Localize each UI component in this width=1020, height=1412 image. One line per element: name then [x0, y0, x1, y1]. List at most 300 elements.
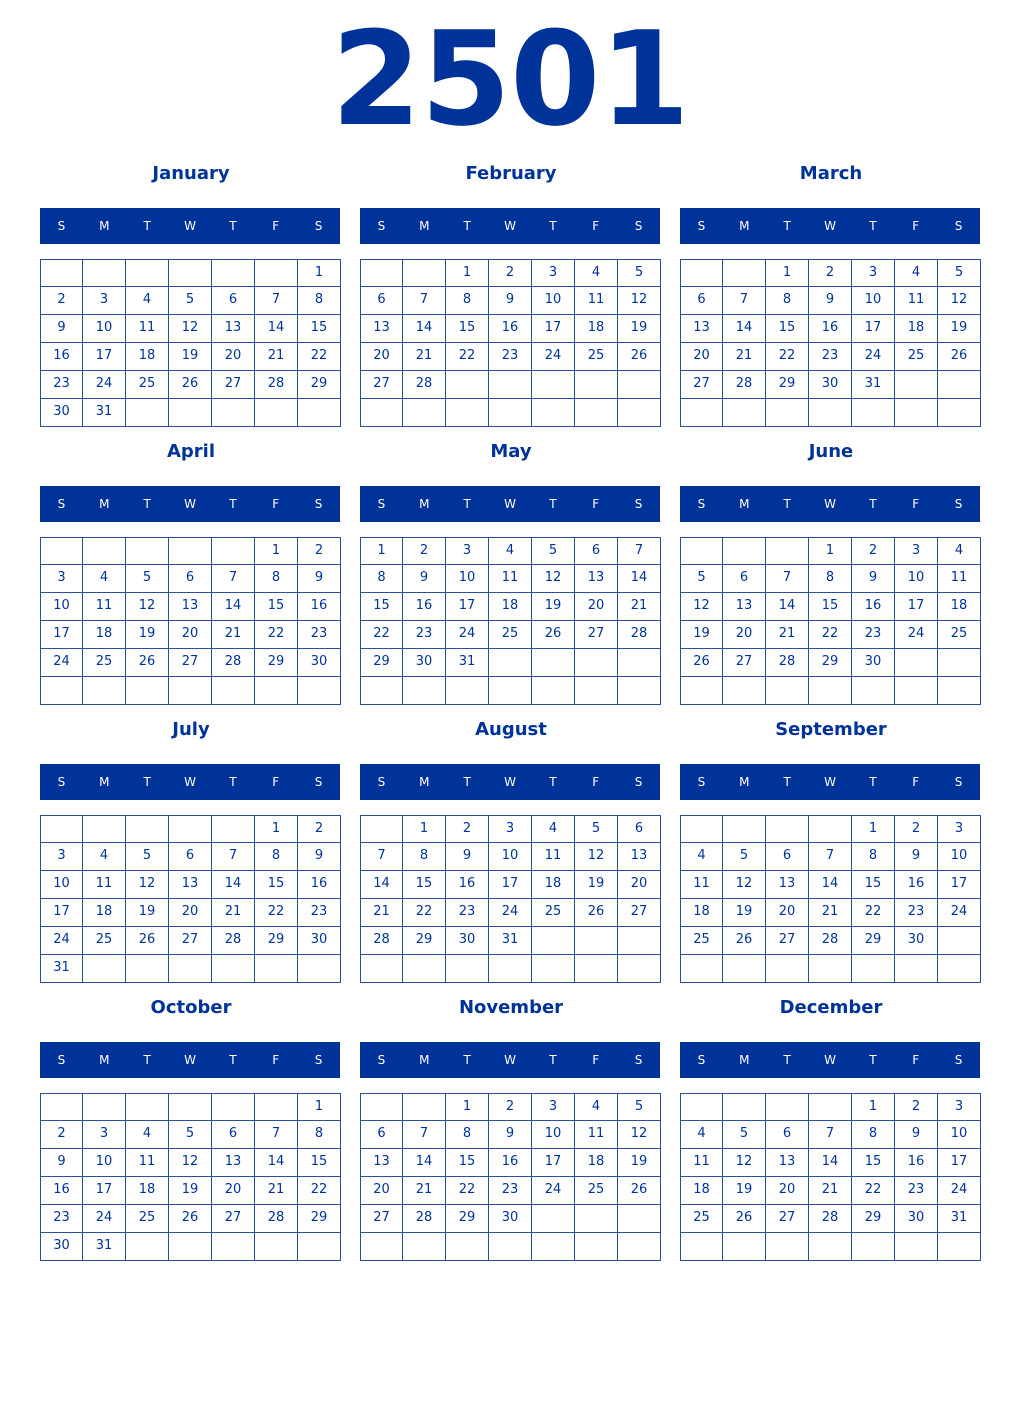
empty-day-cell: [83, 537, 126, 565]
day-cell: 11: [575, 1121, 618, 1149]
month-name: December: [779, 997, 883, 1018]
day-cell: 8: [852, 1121, 895, 1149]
day-cell: 29: [255, 927, 298, 955]
day-cell: 14: [723, 315, 766, 343]
day-cell: 28: [809, 927, 852, 955]
empty-day-cell: [575, 399, 618, 427]
weekday-label: S: [377, 219, 386, 233]
empty-day-cell: [446, 677, 489, 705]
day-cell: 16: [489, 315, 532, 343]
empty-day-cell: [255, 1233, 298, 1261]
day-cell: 4: [489, 537, 532, 565]
day-cell: 25: [126, 371, 169, 399]
weekday-label: S: [57, 1053, 66, 1067]
day-cell: 19: [938, 315, 981, 343]
day-cell: 7: [618, 537, 661, 565]
empty-day-cell: [895, 399, 938, 427]
day-cell: 21: [618, 593, 661, 621]
day-cell: 12: [575, 843, 618, 871]
day-cell: 19: [723, 899, 766, 927]
day-cell: 21: [212, 899, 255, 927]
day-cell: 30: [40, 1233, 83, 1261]
day-cell: 30: [298, 927, 341, 955]
day-cell: 26: [126, 927, 169, 955]
day-cell: 7: [809, 1121, 852, 1149]
day-cell: 20: [618, 871, 661, 899]
weekday-label: S: [314, 497, 323, 511]
month-name: September: [775, 719, 887, 740]
weekday-label: T: [463, 497, 471, 511]
weekday-label: M: [99, 1053, 110, 1067]
day-grid: [360, 815, 661, 984]
weekday-label: M: [419, 497, 430, 511]
empty-day-cell: [809, 399, 852, 427]
empty-day-cell: [938, 371, 981, 399]
empty-day-cell: [169, 677, 212, 705]
empty-day-cell: [126, 537, 169, 565]
day-cell: 7: [360, 843, 403, 871]
day-cell: 8: [809, 565, 852, 593]
day-cell: 20: [169, 899, 212, 927]
weekday-label: T: [143, 1053, 151, 1067]
day-grid: [680, 815, 981, 984]
day-cell: 3: [83, 287, 126, 315]
day-cell: 1: [446, 1093, 489, 1121]
day-cell: 1: [446, 259, 489, 287]
day-cell: 28: [360, 927, 403, 955]
empty-day-cell: [169, 399, 212, 427]
empty-day-cell: [40, 1093, 83, 1121]
day-cell: 25: [575, 343, 618, 371]
weekday-label: W: [504, 1053, 516, 1067]
weekday-label: F: [272, 497, 280, 511]
day-cell: 25: [83, 927, 126, 955]
weekday-label: S: [954, 497, 963, 511]
empty-day-cell: [83, 955, 126, 983]
weekday-label: T: [783, 775, 791, 789]
day-cell: 2: [895, 1093, 938, 1121]
weekday-label: T: [463, 775, 471, 789]
day-cell: 24: [532, 343, 575, 371]
day-cell: 28: [403, 1205, 446, 1233]
day-cell: 6: [575, 537, 618, 565]
day-cell: 17: [83, 343, 126, 371]
day-cell: 30: [895, 927, 938, 955]
day-cell: 9: [895, 843, 938, 871]
empty-day-cell: [169, 955, 212, 983]
day-cell: 8: [360, 565, 403, 593]
day-cell: 8: [446, 1121, 489, 1149]
empty-day-cell: [852, 1233, 895, 1261]
day-cell: 22: [852, 899, 895, 927]
day-cell: 18: [532, 871, 575, 899]
day-cell: 12: [126, 871, 169, 899]
weekday-label: F: [272, 1053, 280, 1067]
day-cell: 20: [360, 343, 403, 371]
day-cell: 30: [298, 649, 341, 677]
weekday-label: T: [869, 497, 877, 511]
day-cell: 29: [766, 371, 809, 399]
day-cell: 21: [809, 899, 852, 927]
empty-day-cell: [126, 399, 169, 427]
weekday-label: M: [739, 1053, 750, 1067]
day-cell: 26: [723, 927, 766, 955]
day-cell: 23: [489, 1177, 532, 1205]
day-cell: 19: [532, 593, 575, 621]
day-cell: 31: [852, 371, 895, 399]
day-cell: 10: [938, 1121, 981, 1149]
day-cell: 18: [938, 593, 981, 621]
day-cell: 4: [126, 287, 169, 315]
day-cell: 23: [403, 621, 446, 649]
day-cell: 28: [212, 649, 255, 677]
empty-day-cell: [212, 399, 255, 427]
empty-day-cell: [575, 955, 618, 983]
day-cell: 11: [126, 1149, 169, 1177]
day-cell: 27: [212, 1205, 255, 1233]
day-cell: 26: [938, 343, 981, 371]
empty-day-cell: [40, 677, 83, 705]
day-grid: [40, 815, 341, 984]
day-cell: 15: [852, 871, 895, 899]
day-cell: 10: [83, 315, 126, 343]
weekday-label: S: [57, 219, 66, 233]
day-cell: 18: [680, 899, 723, 927]
weekday-label: T: [463, 1053, 471, 1067]
empty-day-cell: [895, 1233, 938, 1261]
day-cell: 19: [723, 1177, 766, 1205]
day-grid: [360, 537, 661, 706]
empty-day-cell: [169, 1093, 212, 1121]
day-cell: 4: [83, 843, 126, 871]
day-cell: 30: [852, 649, 895, 677]
day-cell: 10: [40, 593, 83, 621]
empty-day-cell: [532, 927, 575, 955]
month-name: August: [475, 719, 547, 740]
day-cell: 16: [403, 593, 446, 621]
day-cell: 4: [83, 565, 126, 593]
weekday-label: S: [377, 497, 386, 511]
empty-day-cell: [403, 399, 446, 427]
day-cell: 4: [532, 815, 575, 843]
weekday-label: W: [824, 219, 836, 233]
day-cell: 23: [895, 1177, 938, 1205]
weekday-label: T: [783, 1053, 791, 1067]
day-cell: 17: [489, 871, 532, 899]
empty-day-cell: [212, 1093, 255, 1121]
day-cell: 9: [446, 843, 489, 871]
day-cell: 11: [938, 565, 981, 593]
month-name: February: [465, 163, 557, 184]
day-cell: 9: [895, 1121, 938, 1149]
day-grid: [680, 1093, 981, 1262]
day-cell: 3: [532, 1093, 575, 1121]
empty-day-cell: [895, 371, 938, 399]
day-cell: 7: [403, 287, 446, 315]
empty-day-cell: [169, 815, 212, 843]
empty-day-cell: [809, 1233, 852, 1261]
weekday-label: W: [504, 775, 516, 789]
day-cell: 25: [895, 343, 938, 371]
day-cell: 27: [618, 899, 661, 927]
empty-day-cell: [895, 677, 938, 705]
day-cell: 9: [40, 315, 83, 343]
weekday-label: S: [954, 219, 963, 233]
day-cell: 28: [809, 1205, 852, 1233]
day-cell: 2: [809, 259, 852, 287]
empty-day-cell: [852, 677, 895, 705]
weekday-label: S: [697, 1053, 706, 1067]
empty-day-cell: [723, 955, 766, 983]
day-cell: 7: [723, 287, 766, 315]
day-cell: 31: [489, 927, 532, 955]
day-cell: 31: [938, 1205, 981, 1233]
day-cell: 6: [680, 287, 723, 315]
empty-day-cell: [680, 955, 723, 983]
day-cell: 24: [40, 649, 83, 677]
day-cell: 2: [298, 537, 341, 565]
day-cell: 15: [255, 871, 298, 899]
day-cell: 11: [489, 565, 532, 593]
day-cell: 2: [489, 1093, 532, 1121]
empty-day-cell: [403, 1093, 446, 1121]
day-cell: 13: [169, 593, 212, 621]
empty-day-cell: [169, 537, 212, 565]
day-cell: 11: [680, 871, 723, 899]
day-cell: 22: [403, 899, 446, 927]
empty-day-cell: [360, 1233, 403, 1261]
day-cell: 19: [575, 871, 618, 899]
day-cell: 21: [403, 343, 446, 371]
empty-day-cell: [255, 677, 298, 705]
weekday-label: F: [272, 219, 280, 233]
day-cell: 10: [532, 287, 575, 315]
empty-day-cell: [403, 955, 446, 983]
weekday-header: [360, 1042, 660, 1078]
day-cell: 18: [895, 315, 938, 343]
day-cell: 8: [766, 287, 809, 315]
day-cell: 25: [938, 621, 981, 649]
day-cell: 5: [938, 259, 981, 287]
day-cell: 23: [298, 621, 341, 649]
day-cell: 14: [360, 871, 403, 899]
empty-day-cell: [169, 1233, 212, 1261]
day-cell: 14: [403, 1149, 446, 1177]
empty-day-cell: [403, 259, 446, 287]
empty-day-cell: [212, 955, 255, 983]
day-cell: 5: [126, 565, 169, 593]
day-cell: 16: [298, 871, 341, 899]
day-cell: 24: [895, 621, 938, 649]
day-cell: 6: [723, 565, 766, 593]
empty-day-cell: [532, 677, 575, 705]
day-cell: 25: [575, 1177, 618, 1205]
weekday-header: [680, 764, 980, 800]
day-cell: 10: [532, 1121, 575, 1149]
weekday-label: W: [824, 775, 836, 789]
day-cell: 15: [298, 1149, 341, 1177]
day-cell: 30: [40, 399, 83, 427]
day-cell: 27: [169, 927, 212, 955]
empty-day-cell: [766, 1233, 809, 1261]
day-cell: 5: [618, 1093, 661, 1121]
day-grid: [360, 259, 661, 428]
empty-day-cell: [255, 955, 298, 983]
empty-day-cell: [532, 1205, 575, 1233]
day-cell: 9: [489, 1121, 532, 1149]
month-name: May: [490, 441, 532, 462]
day-cell: 21: [360, 899, 403, 927]
day-cell: 2: [895, 815, 938, 843]
day-cell: 24: [532, 1177, 575, 1205]
day-cell: 10: [40, 871, 83, 899]
day-cell: 12: [723, 1149, 766, 1177]
day-cell: 24: [852, 343, 895, 371]
day-grid: [40, 537, 341, 706]
day-cell: 17: [938, 871, 981, 899]
day-cell: 22: [298, 343, 341, 371]
weekday-label: W: [824, 497, 836, 511]
day-cell: 9: [809, 287, 852, 315]
empty-day-cell: [852, 955, 895, 983]
weekday-label: T: [143, 219, 151, 233]
month-name: June: [808, 441, 854, 462]
day-cell: 29: [446, 1205, 489, 1233]
day-cell: 28: [766, 649, 809, 677]
day-cell: 6: [169, 565, 212, 593]
empty-day-cell: [575, 1233, 618, 1261]
day-cell: 7: [403, 1121, 446, 1149]
day-cell: 25: [126, 1205, 169, 1233]
day-cell: 6: [360, 287, 403, 315]
day-cell: 12: [169, 315, 212, 343]
empty-day-cell: [40, 537, 83, 565]
weekday-label: S: [634, 219, 643, 233]
day-cell: 20: [360, 1177, 403, 1205]
day-cell: 3: [938, 815, 981, 843]
day-cell: 24: [83, 1205, 126, 1233]
day-cell: 31: [83, 1233, 126, 1261]
weekday-label: M: [739, 775, 750, 789]
day-cell: 15: [766, 315, 809, 343]
day-cell: 25: [489, 621, 532, 649]
day-cell: 3: [40, 565, 83, 593]
empty-day-cell: [298, 399, 341, 427]
empty-day-cell: [212, 815, 255, 843]
weekday-label: W: [504, 497, 516, 511]
day-cell: 21: [212, 621, 255, 649]
day-cell: 2: [40, 287, 83, 315]
day-cell: 28: [255, 371, 298, 399]
weekday-label: W: [504, 219, 516, 233]
day-cell: 27: [575, 621, 618, 649]
weekday-label: S: [697, 775, 706, 789]
day-cell: 16: [489, 1149, 532, 1177]
weekday-label: F: [912, 775, 920, 789]
empty-day-cell: [360, 815, 403, 843]
empty-day-cell: [360, 399, 403, 427]
day-cell: 11: [680, 1149, 723, 1177]
empty-day-cell: [489, 649, 532, 677]
empty-day-cell: [938, 955, 981, 983]
empty-day-cell: [575, 927, 618, 955]
day-cell: 27: [212, 371, 255, 399]
day-cell: 20: [766, 1177, 809, 1205]
weekday-label: M: [99, 497, 110, 511]
empty-day-cell: [680, 399, 723, 427]
day-cell: 10: [938, 843, 981, 871]
day-cell: 11: [83, 871, 126, 899]
empty-day-cell: [126, 677, 169, 705]
day-cell: 1: [852, 815, 895, 843]
empty-day-cell: [212, 677, 255, 705]
day-cell: 3: [489, 815, 532, 843]
day-cell: 6: [212, 287, 255, 315]
empty-day-cell: [532, 1233, 575, 1261]
day-cell: 18: [489, 593, 532, 621]
empty-day-cell: [680, 537, 723, 565]
empty-day-cell: [212, 259, 255, 287]
month-name: October: [150, 997, 232, 1018]
day-cell: 23: [809, 343, 852, 371]
day-cell: 4: [680, 843, 723, 871]
day-cell: 7: [212, 843, 255, 871]
weekday-label: W: [184, 775, 196, 789]
day-cell: 13: [360, 1149, 403, 1177]
day-cell: 7: [809, 843, 852, 871]
day-cell: 5: [575, 815, 618, 843]
weekday-label: M: [739, 219, 750, 233]
weekday-label: F: [912, 497, 920, 511]
weekday-label: W: [824, 1053, 836, 1067]
day-cell: 1: [360, 537, 403, 565]
day-cell: 10: [895, 565, 938, 593]
day-cell: 18: [126, 1177, 169, 1205]
empty-day-cell: [938, 399, 981, 427]
day-cell: 27: [360, 1205, 403, 1233]
empty-day-cell: [169, 259, 212, 287]
day-cell: 8: [255, 843, 298, 871]
month-name: January: [152, 163, 230, 184]
weekday-label: T: [549, 219, 557, 233]
empty-day-cell: [83, 1093, 126, 1121]
day-cell: 1: [403, 815, 446, 843]
weekday-header: [40, 764, 340, 800]
day-cell: 22: [809, 621, 852, 649]
day-cell: 7: [212, 565, 255, 593]
empty-day-cell: [532, 371, 575, 399]
weekday-label: S: [954, 775, 963, 789]
day-cell: 4: [575, 1093, 618, 1121]
empty-day-cell: [766, 955, 809, 983]
day-cell: 21: [403, 1177, 446, 1205]
day-cell: 12: [126, 593, 169, 621]
day-cell: 19: [169, 1177, 212, 1205]
day-cell: 3: [938, 1093, 981, 1121]
weekday-label: F: [912, 1053, 920, 1067]
day-cell: 9: [298, 565, 341, 593]
empty-day-cell: [126, 955, 169, 983]
day-cell: 12: [618, 1121, 661, 1149]
day-cell: 29: [360, 649, 403, 677]
day-cell: 13: [360, 315, 403, 343]
weekday-label: T: [143, 775, 151, 789]
weekday-label: W: [184, 497, 196, 511]
month-name: April: [166, 441, 216, 462]
day-cell: 15: [446, 315, 489, 343]
empty-day-cell: [618, 955, 661, 983]
day-cell: 2: [298, 815, 341, 843]
